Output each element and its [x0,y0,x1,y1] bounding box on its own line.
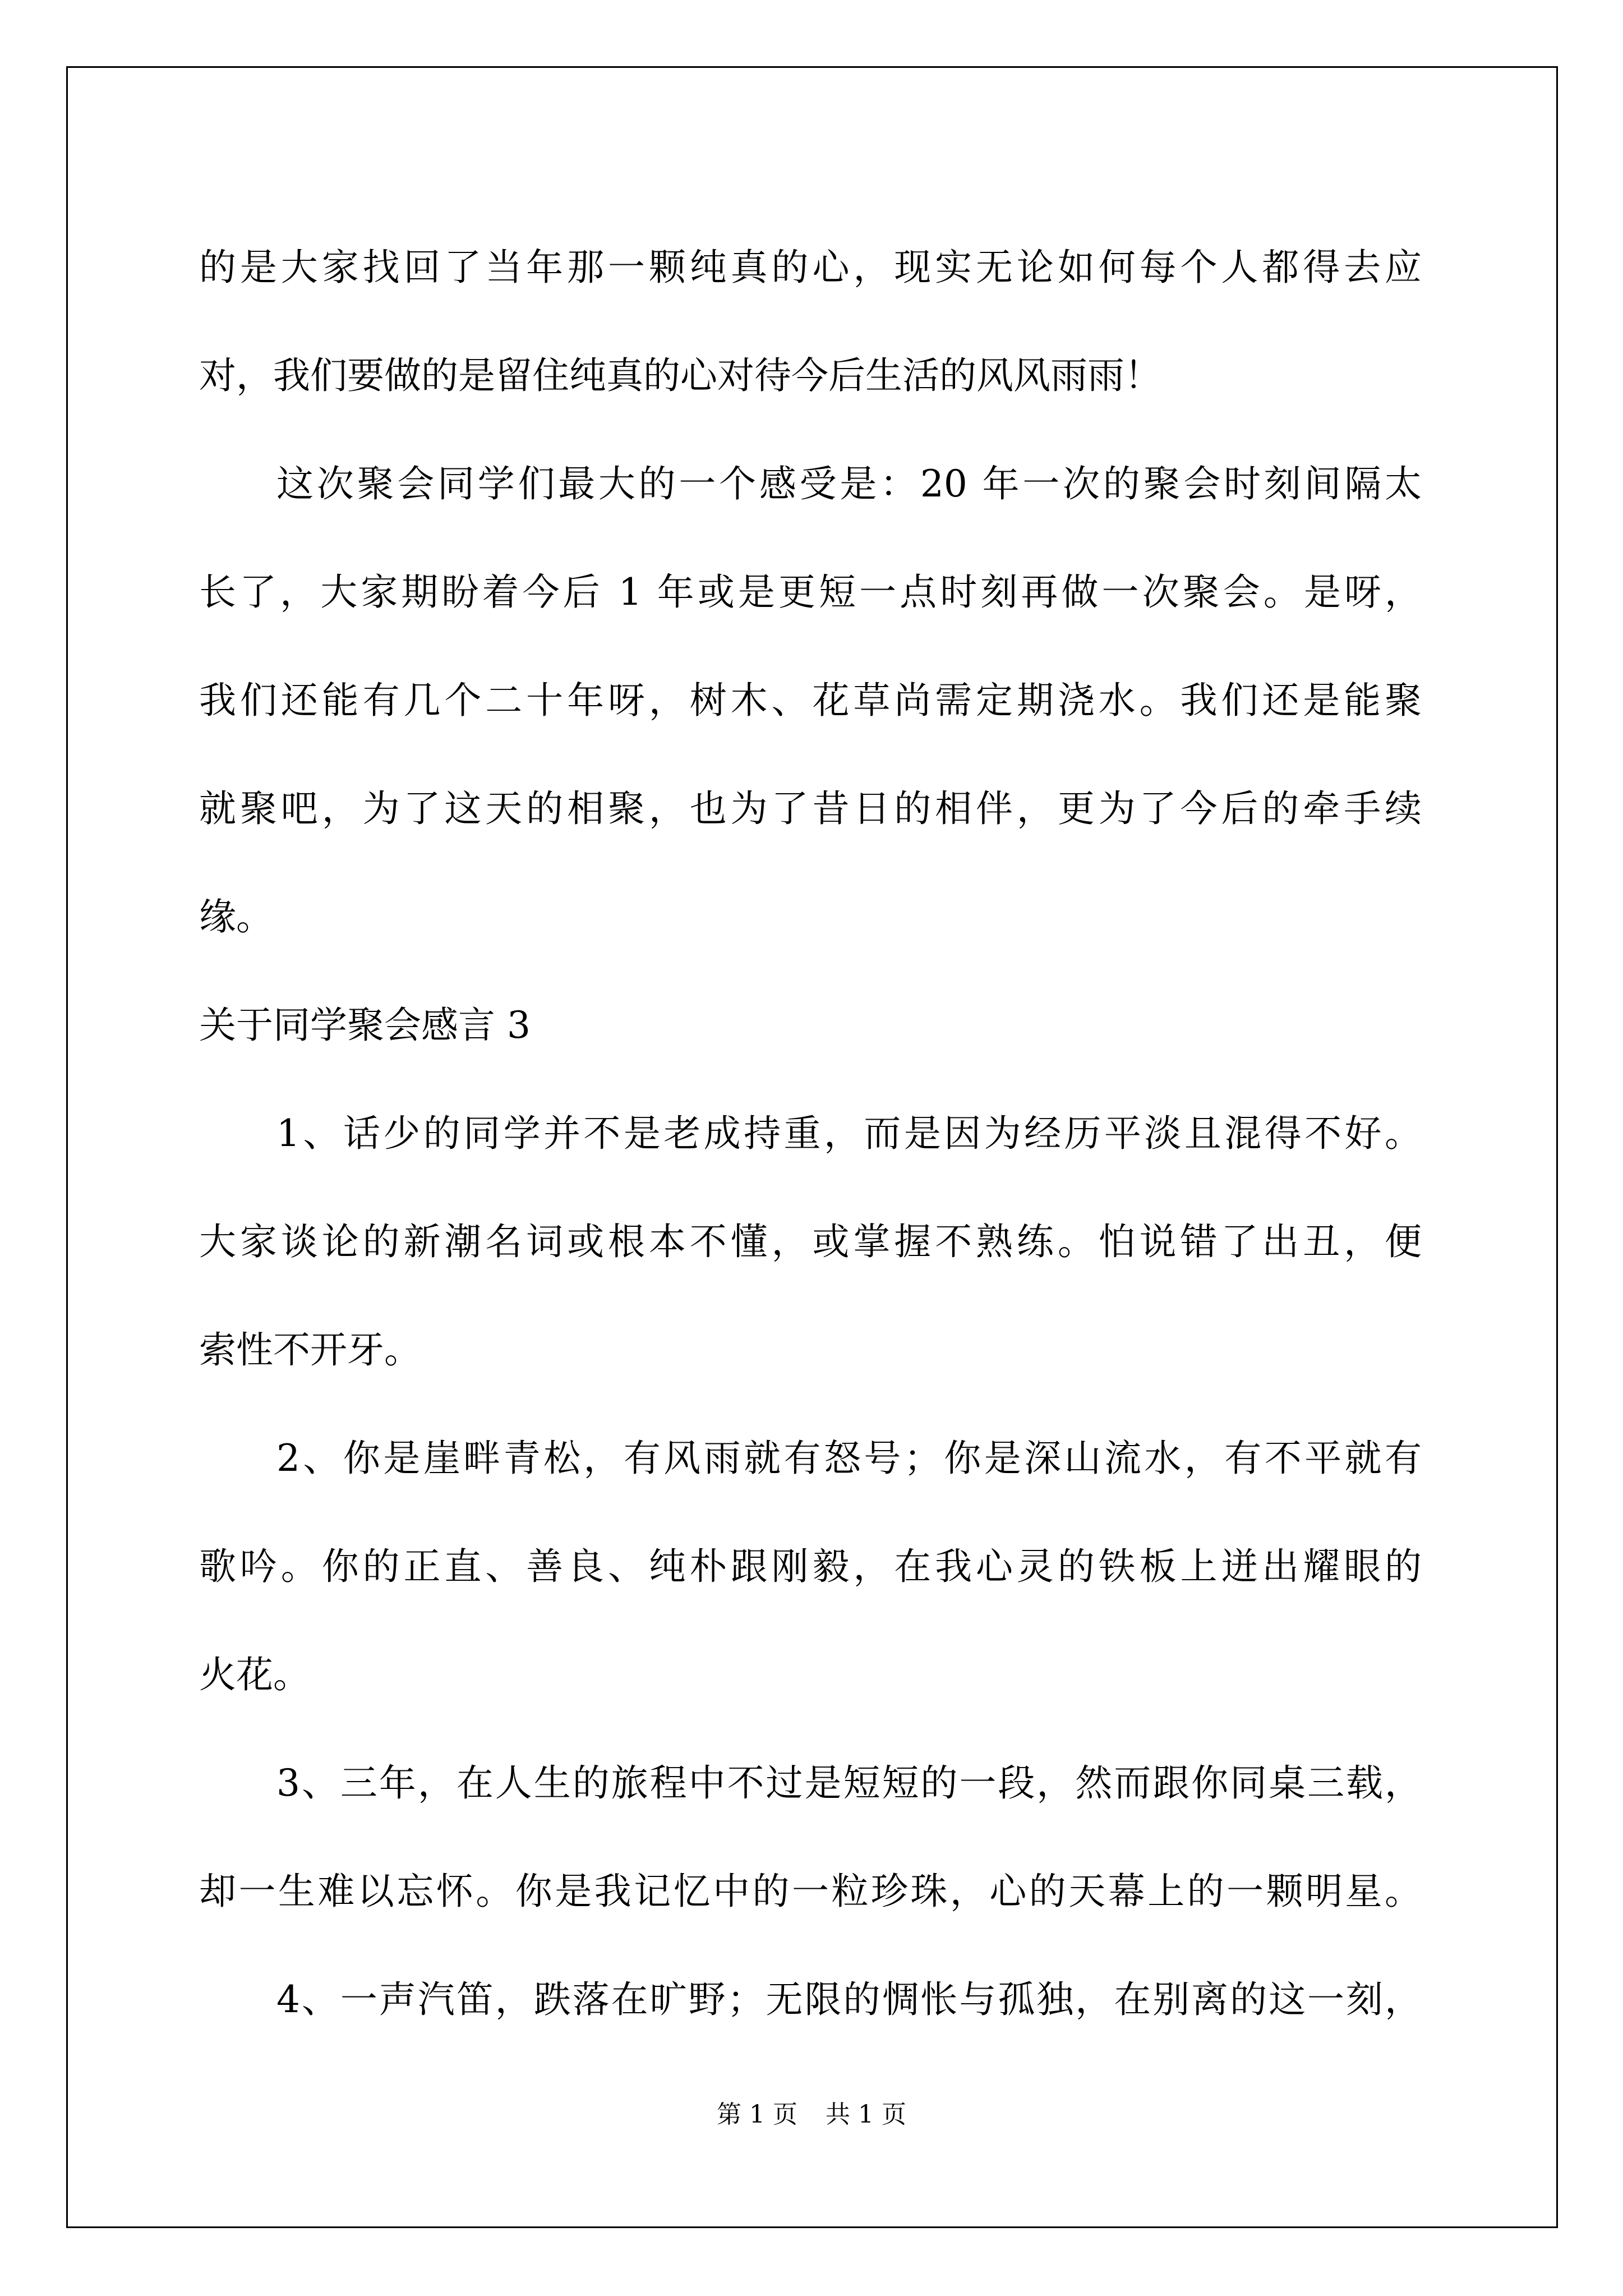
text-line: 却一生难以忘怀。你是我记忆中的一粒珍珠，心的天幕上的一颗明星。 [199,1870,1422,1913]
text-line: 对，我们要做的是留住纯真的心对待今后生活的风风雨雨！ [199,354,1161,397]
paragraph-first-line: 3、三年，在人生的旅程中不过是短短的一段，然而跟你同桌三载， [276,1761,1422,1805]
text-line: 大家谈论的新潮名词或根本不懂，或掌握不熟练。怕说错了出丑，便 [199,1220,1422,1263]
paragraph-first-line: 4、一声汽笛，跌落在旷野；无限的惆怅与孤独，在别离的这一刻， [276,1978,1422,2021]
text-line: 歌吟。你的正直、善良、纯朴跟刚毅，在我心灵的铁板上迸出耀眼的 [199,1545,1422,1588]
paragraph-first-line: 1、话少的同学并不是老成持重，而是因为经历平淡且混得不好。 [276,1112,1422,1155]
text-line: 索性不开牙。 [199,1328,421,1372]
text-line: 火花。 [199,1653,310,1696]
document-body [199,213,1422,2054]
page-number: 第 1 页 [717,2100,797,2129]
text-line: 缘。 [199,895,273,938]
section-heading: 关于同学聚会感言 3 [199,1004,531,1047]
page-total: 共 1 页 [826,2100,906,2129]
text-line: 我们还能有几个二十年呀，树木、花草尚需定期浇水。我们还是能聚 [199,679,1422,722]
text-line: 的是大家找回了当年那一颗纯真的心，现实无论如何每个人都得去应 [199,246,1422,289]
text-line: 就聚吧，为了这天的相聚，也为了昔日的相伴，更为了今后的牵手续 [199,787,1422,830]
paragraph-first-line: 这次聚会同学们最大的一个感受是：20 年一次的聚会时刻间隔太 [276,462,1422,505]
page-footer [0,2098,1623,2132]
paragraph-first-line: 2、你是崖畔青松，有风雨就有怒号；你是深山流水，有不平就有 [276,1437,1422,1480]
text-line: 长了，大家期盼着今后 1 年或是更短一点时刻再做一次聚会。是呀， [199,570,1422,614]
